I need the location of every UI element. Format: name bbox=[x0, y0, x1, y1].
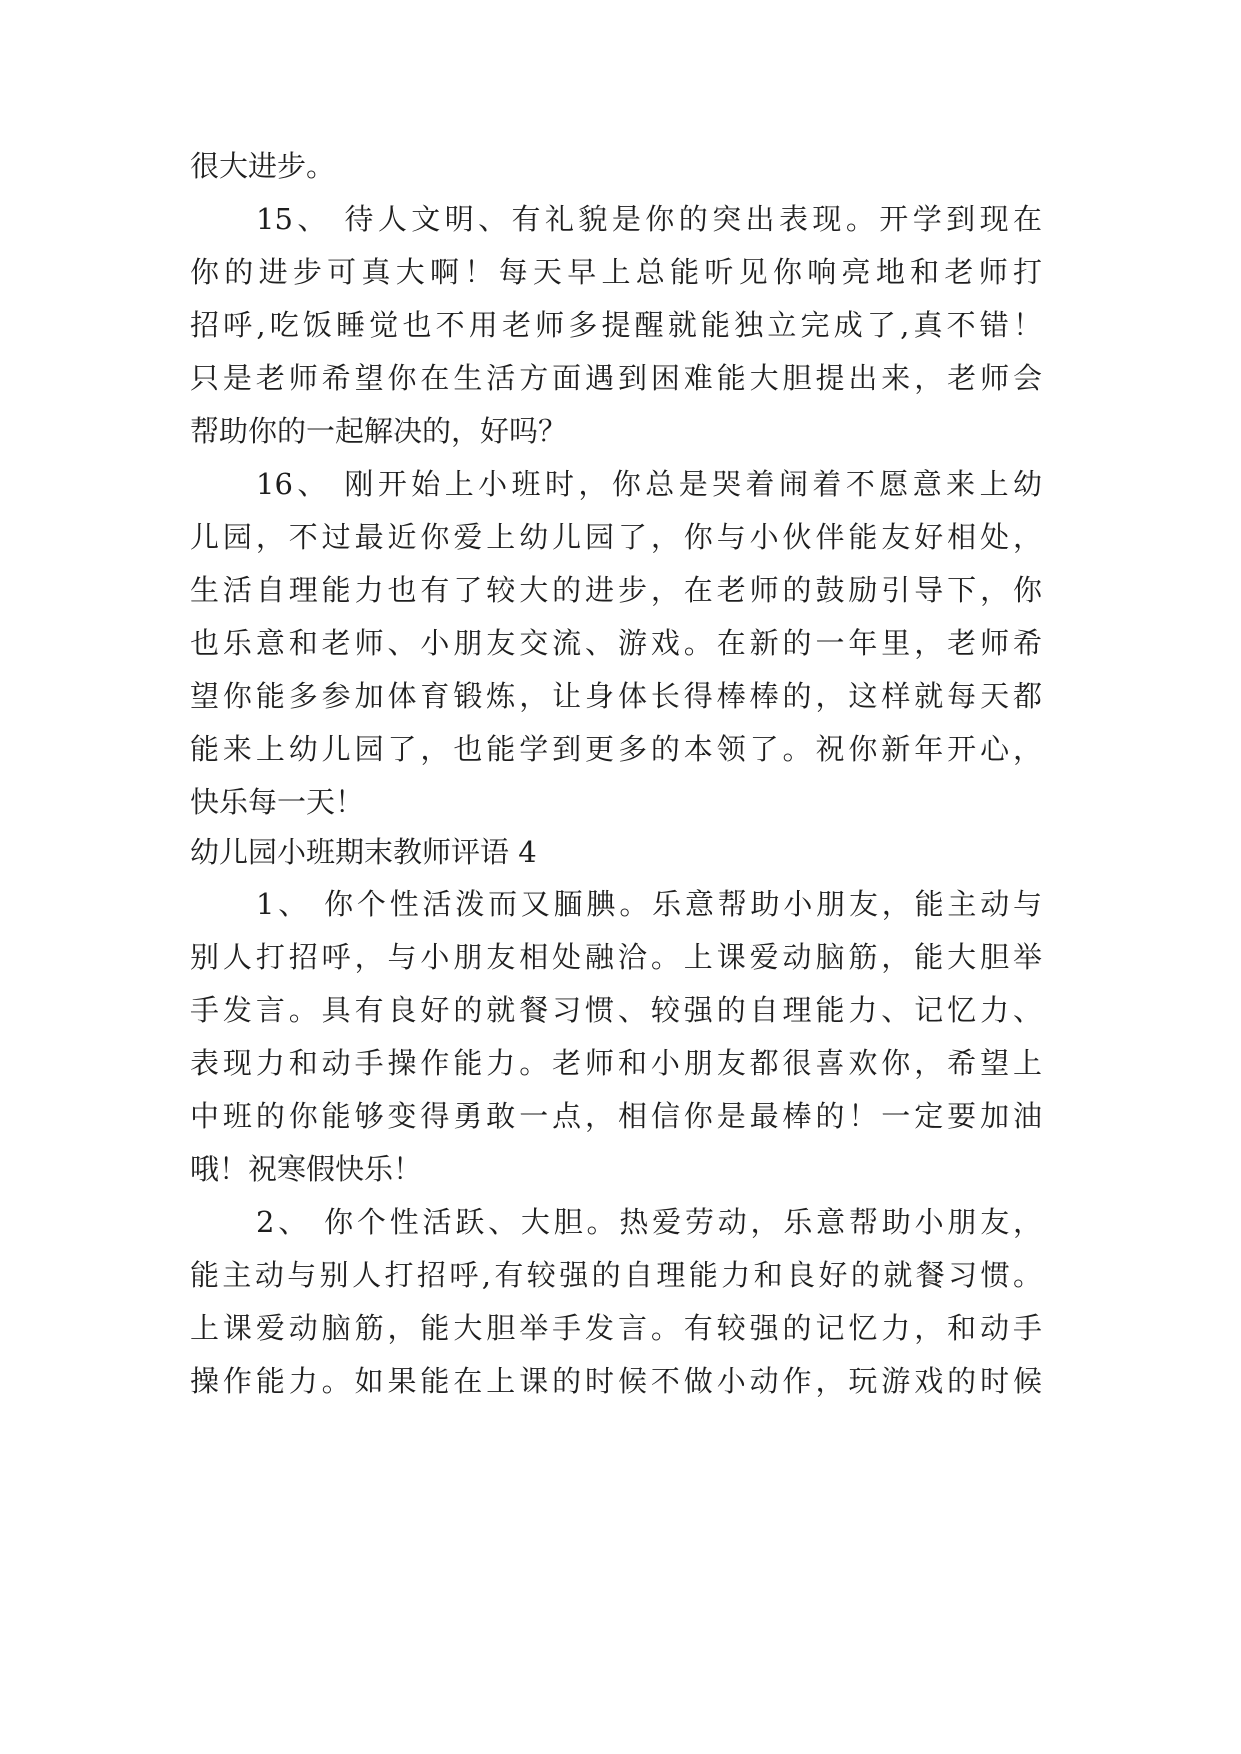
text-line: 操作能力。如果能在上课的时候不做小动作，玩游戏的时候 bbox=[190, 1364, 1042, 1398]
text-line: 儿园，不过最近你爱上幼儿园了，你与小伙伴能友好相处， bbox=[190, 520, 1042, 554]
list-item-1-first-line: 1、 你个性活泼而又腼腆。乐意帮助小朋友，能主动与 bbox=[256, 887, 1042, 921]
text-line: 别人打招呼，与小朋友相处融洽。上课爱动脑筋，能大胆举 bbox=[190, 940, 1042, 974]
text-line: 帮助你的一起解决的，好吗？ bbox=[190, 414, 568, 448]
text-line: 快乐每一天！ bbox=[190, 785, 365, 819]
text-line: 也乐意和老师、小朋友交流、游戏。在新的一年里，老师希 bbox=[190, 626, 1042, 660]
text-line: 手发言。具有良好的就餐习惯、较强的自理能力、记忆力、 bbox=[190, 993, 1042, 1027]
text-line: 很大进步。 bbox=[190, 149, 336, 183]
text-line: 上课爱动脑筋，能大胆举手发言。有较强的记忆力，和动手 bbox=[190, 1311, 1042, 1345]
text-line: 招呼,吃饭睡觉也不用老师多提醒就能独立完成了,真不错！ bbox=[190, 308, 1042, 342]
text-line: 你的进步可真大啊！每天早上总能听见你响亮地和老师打 bbox=[190, 255, 1042, 289]
list-item-16-first-line: 16、 刚开始上小班时，你总是哭着闹着不愿意来上幼 bbox=[256, 467, 1042, 501]
text-line: 只是老师希望你在生活方面遇到困难能大胆提出来，老师会 bbox=[190, 361, 1042, 395]
text-line: 能主动与别人打招呼,有较强的自理能力和良好的就餐习惯。 bbox=[190, 1258, 1042, 1292]
text-line: 哦！祝寒假快乐！ bbox=[190, 1152, 423, 1186]
list-item-15-first-line: 15、 待人文明、有礼貌是你的突出表现。开学到现在 bbox=[256, 202, 1042, 236]
list-item-2-first-line: 2、 你个性活跃、大胆。热爱劳动，乐意帮助小朋友， bbox=[256, 1205, 1042, 1239]
text-line: 生活自理能力也有了较大的进步，在老师的鼓励引导下，你 bbox=[190, 573, 1042, 607]
text-line: 表现力和动手操作能力。老师和小朋友都很喜欢你，希望上 bbox=[190, 1046, 1042, 1080]
text-line: 望你能多参加体育锻炼，让身体长得棒棒的，这样就每天都 bbox=[190, 679, 1042, 713]
text-line: 能来上幼儿园了，也能学到更多的本领了。祝你新年开心， bbox=[190, 732, 1042, 766]
section-heading: 幼儿园小班期末教师评语 4 bbox=[190, 835, 537, 869]
text-line: 中班的你能够变得勇敢一点，相信你是最棒的！一定要加油 bbox=[190, 1099, 1042, 1133]
